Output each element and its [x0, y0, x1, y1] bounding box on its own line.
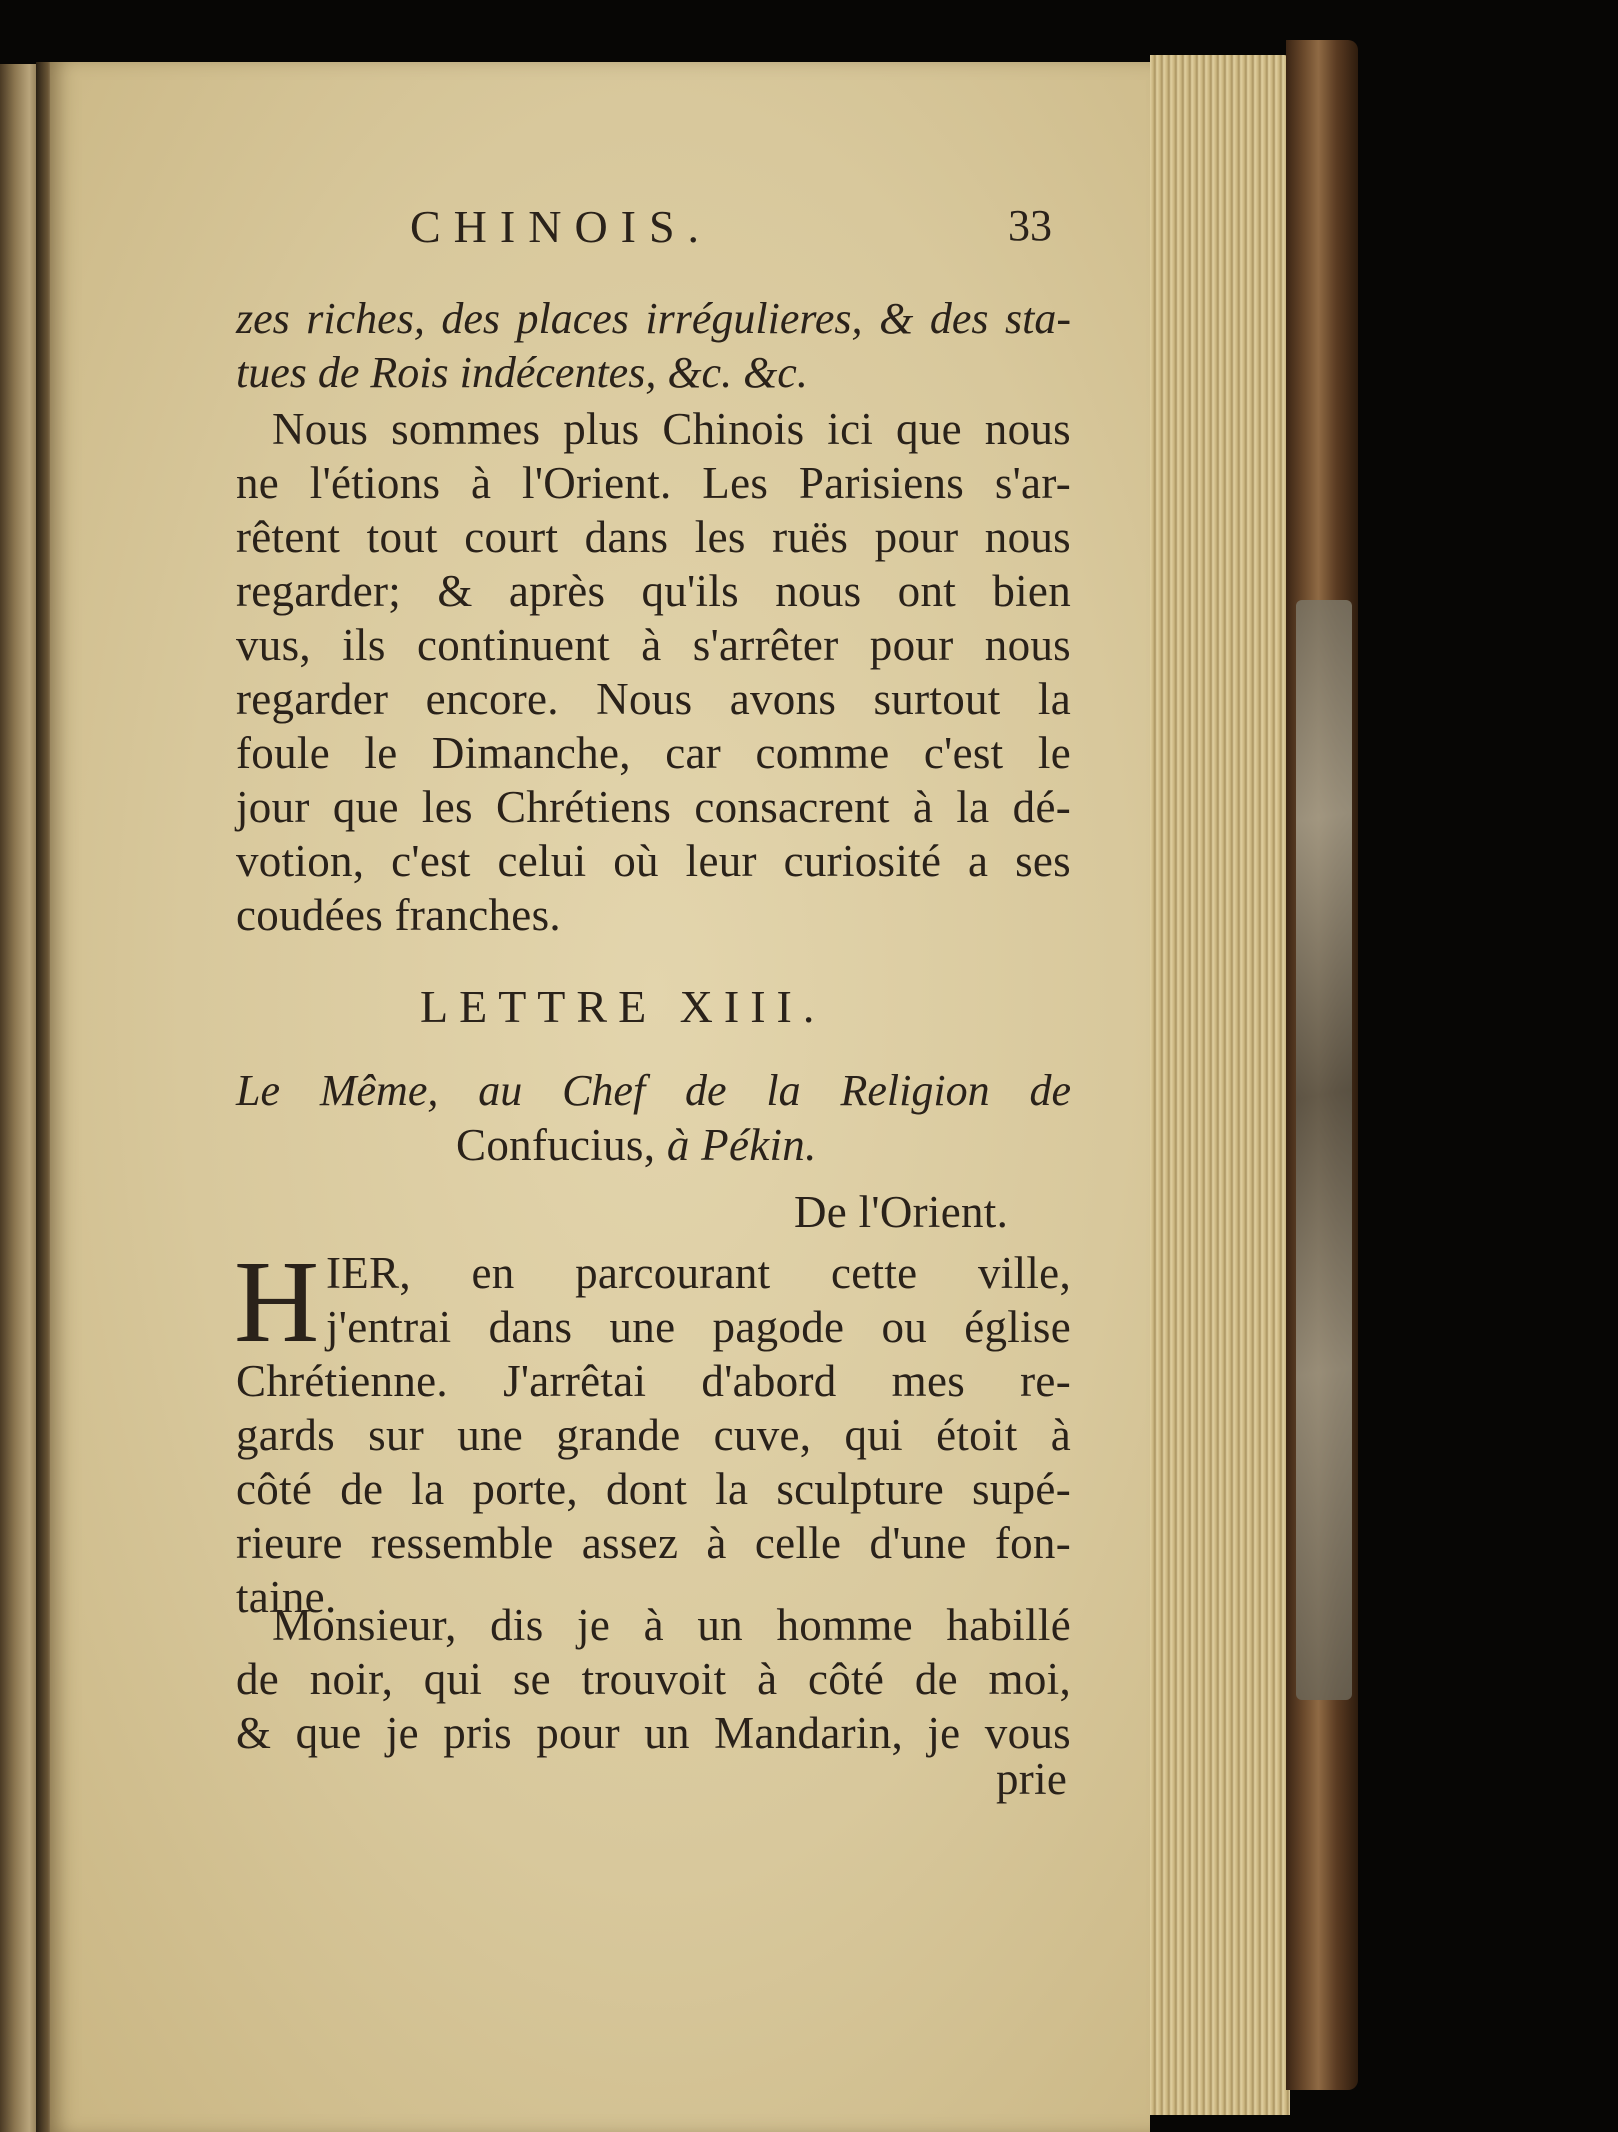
- catchword: prie: [996, 1754, 1068, 1804]
- text-line: Monsieur, dis je à un homme habillé: [272, 1600, 1071, 1650]
- text-line: coudées franches.: [236, 890, 561, 940]
- text-line: ne l'étions à l'Orient. Les Parisiens s'ar-: [236, 458, 1071, 508]
- text-line: regarder; & après qu'ils nous ont bien: [236, 566, 1071, 616]
- marbled-cover: [1296, 600, 1352, 1700]
- text-line: tues de Rois indécentes, &c. &c.: [236, 348, 808, 397]
- address-recipient: Confucius,: [456, 1120, 656, 1170]
- letter-address: [236, 1064, 1071, 1172]
- paragraph-4: [236, 1598, 1071, 1760]
- text-line: vus, ils continuent à s'arrêter pour nous: [236, 620, 1071, 670]
- text-line: zes riches, des places irrégulieres, & des sta-: [236, 294, 1071, 343]
- text-line: de noir, qui se trouvoit à côté de moi,: [236, 1654, 1071, 1704]
- address-line: Le Même, au Chef de la Religion de: [236, 1066, 1071, 1115]
- text-line: j'entrai dans une pagode ou église: [326, 1302, 1071, 1352]
- text-line: foule le Dimanche, car comme c'est le: [236, 728, 1071, 778]
- drop-cap: H: [234, 1236, 320, 1367]
- page-number: 33: [1008, 201, 1052, 250]
- text-line: Chrétienne. J'arrêtai d'abord mes re-: [236, 1356, 1071, 1406]
- paragraph-3: [234, 1236, 1071, 1624]
- address-line: [236, 1118, 1071, 1172]
- letter-heading: LETTRE XIII.: [420, 981, 826, 1032]
- text-line: jour que les Chrétiens consacrent à la dé-: [236, 782, 1071, 832]
- text-line: votion, c'est celui où leur curiosité a ses: [236, 836, 1071, 886]
- address-place: à Pékin.: [666, 1120, 817, 1170]
- paragraph-2: [236, 402, 1071, 942]
- text-line: & que je pris pour un Mandarin, je vous: [236, 1708, 1071, 1758]
- text-line: regarder encore. Nous avons surtout la: [236, 674, 1071, 724]
- text-line: Nous sommes plus Chinois ici que nous: [272, 404, 1071, 454]
- text-line: rêtent tout court dans les ruës pour nous: [236, 512, 1071, 562]
- text-line: rieure ressemble assez à celle d'une fon-: [236, 1518, 1071, 1568]
- text-line: côté de la porte, dont la sculpture supé-: [236, 1464, 1071, 1514]
- dateline: De l'Orient.: [794, 1187, 1009, 1237]
- text-line: gards sur une grande cuve, qui étoit à: [236, 1410, 1071, 1460]
- running-head: CHINOIS.: [410, 201, 713, 252]
- text-line: taine.: [236, 1572, 337, 1622]
- text-line: IER, en parcourant cette ville,: [326, 1248, 1071, 1298]
- page-stack-edge: [1150, 55, 1290, 2115]
- paragraph-1: [236, 292, 1071, 400]
